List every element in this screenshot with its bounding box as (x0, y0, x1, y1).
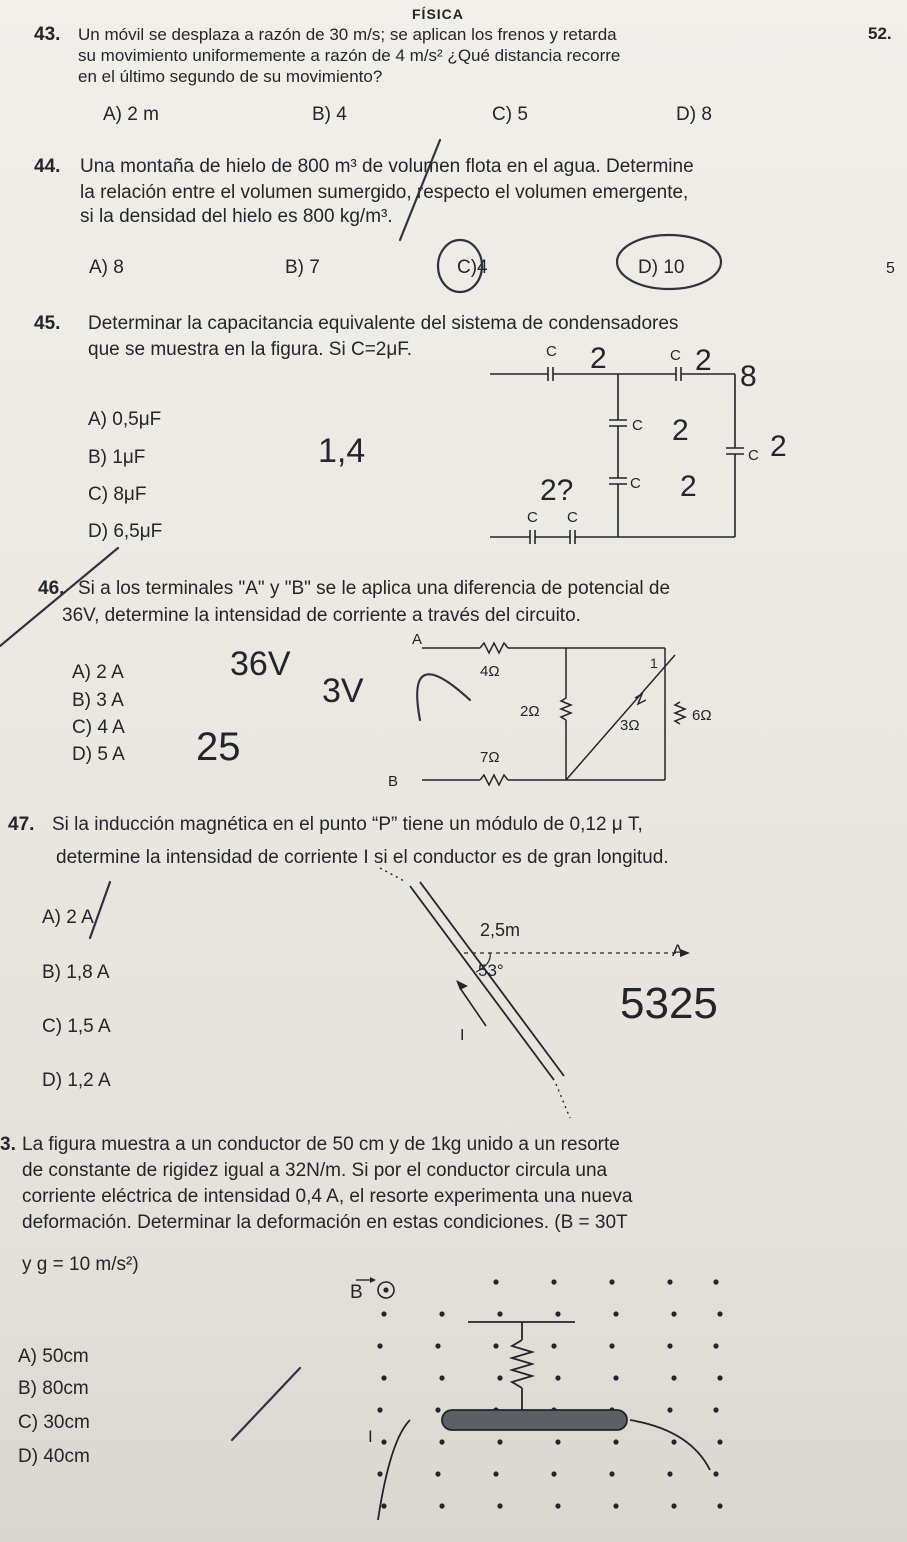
q48-line5: y g = 10 m/s²) (22, 1254, 139, 1275)
cap-label-bottom-right: C (567, 509, 578, 526)
r3-label: 3Ω (620, 717, 640, 734)
q46-option-c: C) 4 A (72, 717, 125, 738)
b-field-label: B (350, 1282, 363, 1303)
q48-option-c: C) 30cm (18, 1412, 90, 1433)
q44-line3: si la densidad del hielo es 800 kg/m³. (80, 206, 393, 227)
pencil-stroke-q44 (400, 140, 440, 240)
hand-2q: 2? (540, 474, 574, 507)
q44-option-c: C)4 (457, 257, 488, 278)
q43-line2: su movimiento uniformemente a razón de 4 m/s² ¿Qué distancia recorre (78, 46, 621, 65)
pencil-diagonal-q46 (0, 548, 118, 646)
q46-line2: 36V, determine la intensidad de corriente a través del circuito. (62, 605, 581, 626)
current-i-label: I (368, 1427, 373, 1446)
cap-label-top-left: C (546, 343, 557, 360)
q46-line1: Si a los terminales "A" y "B" se le aplica una diferencia de potencial de (78, 578, 671, 599)
q47-option-b: B) 1,8 A (42, 962, 110, 983)
cap-label-top-right: C (670, 347, 681, 364)
q47-option-c: C) 1,5 A (42, 1016, 111, 1037)
q48-line4: deformación. Determinar la deformación en estas condiciones. (B = 30T (22, 1212, 628, 1233)
q45-option-a: A) 0,5μF (88, 409, 162, 430)
q44-line1: Una montaña de hielo de 800 m³ de volumen flota en el agua. Determine (80, 156, 694, 177)
q48-line3: corriente eléctrica de intensidad 0,4 A, el resorte experimenta una nueva (22, 1186, 633, 1207)
q44-option-a: A) 8 (89, 257, 124, 278)
q46-option-d: D) 5 A (72, 744, 125, 765)
hand-2-top: 2 (590, 342, 607, 375)
q47-option-d: D) 1,2 A (42, 1070, 111, 1091)
q43-line1: Un móvil se desplaza a razón de 30 m/s; se aplican los frenos y retarda (78, 25, 617, 44)
hand-36v: 36V (230, 645, 291, 683)
q46-number: 46. (38, 578, 65, 599)
subject-title: FÍSICA (412, 6, 464, 22)
circle-mark-c4 (438, 240, 482, 292)
side-number-top: 52. (868, 24, 892, 43)
q48-line2: de constante de rigidez igual a 32N/m. Si por el conductor circula una (22, 1160, 608, 1181)
side-number-mid: 5 (886, 260, 895, 277)
q45-option-b: B) 1μF (88, 447, 146, 468)
q48-option-d: D) 40cm (18, 1446, 90, 1467)
hand-3v: 3V (322, 672, 364, 710)
q43-option-a: A) 2 m (103, 104, 159, 125)
q44-option-d: D) 10 (638, 257, 685, 278)
cap-label-right: C (748, 447, 759, 464)
q45-line1: Determinar la capacitancia equivalente del sistema de condensadores (88, 313, 679, 334)
terminal-a-label: A (412, 631, 423, 648)
q47-option-a: A) 2 A (42, 907, 94, 928)
hand-2-mid: 2 (672, 414, 689, 447)
q44-line2: la relación entre el volumen sumergido, respecto el volumen emergente, (80, 182, 689, 203)
q48-number: 3. (0, 1134, 16, 1155)
q47-line1: Si la inducción magnética en el punto “P” tiene un módulo de 0,12 μ T, (52, 814, 643, 835)
circle-mark-d10 (617, 235, 721, 289)
q43-line3: en el último segundo de su movimiento? (78, 67, 383, 86)
q43-option-c: C) 5 (492, 104, 528, 125)
q45-option-d: D) 6,5μF (88, 521, 163, 542)
hand-14: 1,4 (318, 432, 366, 470)
q43-option-d: D) 8 (676, 104, 712, 125)
distance-label: 2,5m (480, 920, 521, 940)
q44-option-b: B) 7 (285, 257, 320, 278)
cap-label-bottom-left: C (527, 509, 538, 526)
r-top-right-label: 1 (650, 655, 658, 671)
q44-number: 44. (34, 156, 61, 177)
hand-2-lower: 2 (680, 470, 697, 503)
point-a-label: A (672, 941, 684, 960)
r2-label: 2Ω (520, 703, 540, 720)
angle-label: 53° (478, 961, 504, 980)
q46-option-a: A) 2 A (72, 662, 124, 683)
q43-option-b: B) 4 (312, 104, 347, 125)
q48-line1: La figura muestra a un conductor de 50 cm y de 1kg unido a un resorte (22, 1134, 620, 1155)
pencil-mark-q47 (90, 882, 110, 938)
q46-option-b: B) 3 A (72, 690, 124, 711)
q43-number: 43. (34, 24, 61, 45)
cap-label-mid-upper: C (632, 417, 643, 434)
hand-25: 25 (196, 725, 241, 769)
hand-2-right: 2 (770, 430, 787, 463)
q45-number: 45. (34, 313, 61, 334)
r1-label: 4Ω (480, 663, 500, 680)
r5-label: 7Ω (480, 749, 500, 766)
q47-number: 47. (8, 814, 35, 835)
terminal-b-label: B (388, 773, 399, 790)
q48-option-b: B) 80cm (18, 1378, 89, 1399)
current-label: I (460, 1027, 465, 1044)
cap-label-mid-lower: C (630, 475, 641, 492)
q48-option-a: A) 50cm (18, 1346, 89, 1367)
r4-label: 6Ω (692, 707, 712, 724)
hand-2-top-right: 2 (695, 344, 712, 377)
hand-8: 8 (740, 360, 757, 393)
q47-line2: determine la intensidad de corriente I si el conductor es de gran longitud. (56, 847, 669, 868)
q45-line2: que se muestra en la figura. Si C=2μF. (88, 339, 413, 360)
pencil-arc-q46 (417, 674, 470, 720)
q45-option-c: C) 8μF (88, 484, 147, 505)
hand-5325: 5325 (620, 979, 718, 1028)
pencil-stroke-q48 (232, 1368, 300, 1440)
